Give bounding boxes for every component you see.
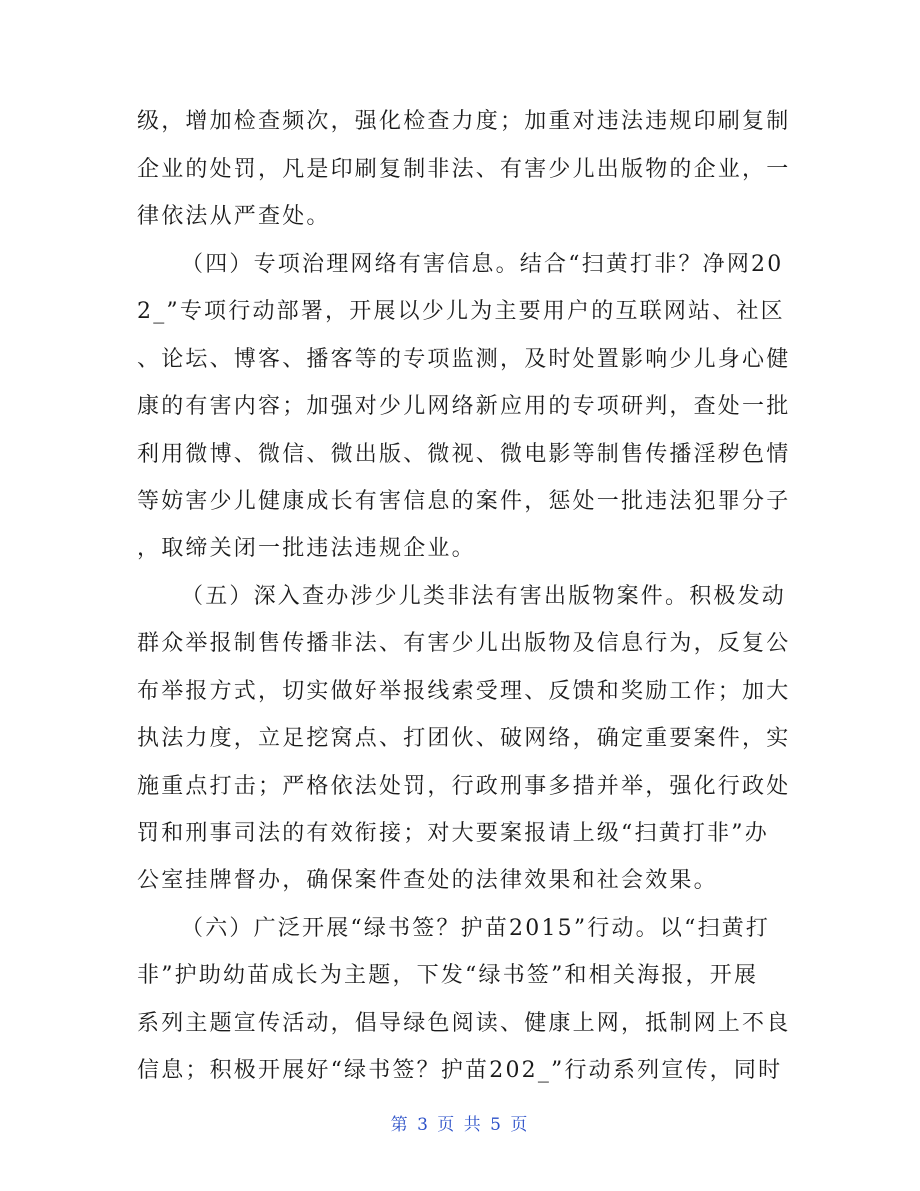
text-line: （六）广泛开展“绿书签？护苗2015”行动。以“扫黄打	[181, 916, 771, 941]
text-line: 执法力度，立足挖窝点、打团伙、破网络，确定重要案件，实	[137, 726, 791, 751]
text-line: 公室挂牌督办，确保案件查处的法律效果和社会效果。	[137, 868, 718, 893]
text-line: 信息；积极开展好“绿书签？护苗202_”行动系列宣传，同时	[137, 1058, 783, 1083]
text-line: 布举报方式，切实做好举报线索受理、反馈和奖励工作；加大	[137, 679, 791, 704]
text-line: 群众举报制售传播非法、有害少儿出版物及信息行为，反复公	[137, 631, 791, 656]
text-line: 律依法从严查处。	[137, 204, 331, 229]
text-line: 企业的处罚，凡是印刷复制非法、有害少儿出版物的企业，一	[137, 157, 791, 182]
text-line: 系列主题宣传活动，倡导绿色阅读、健康上网，抵制网上不良	[137, 1011, 791, 1036]
text-line: 、论坛、博客、播客等的专项监测，及时处置影响少儿身心健	[137, 347, 791, 372]
text-line: 施重点打击；严格依法处罚，行政刑事多措并举，强化行政处	[137, 774, 791, 799]
text-line: 非”护助幼苗成长为主题，下发“绿书签”和相关海报，开展	[137, 963, 759, 988]
text-line: 级，增加检查频次，强化检查力度；加重对违法违规印刷复制	[137, 109, 791, 134]
text-line: 利用微博、微信、微出版、微视、微电影等制售传播淫秽色情	[137, 442, 791, 467]
text-line: ，取缔关闭一批违法违规企业。	[137, 536, 476, 561]
text-line: 等妨害少儿健康成长有害信息的案件，惩处一批违法犯罪分子	[137, 489, 791, 514]
text-line: （四）专项治理网络有害信息。结合“扫黄打非？净网20	[181, 252, 784, 277]
page-number-footer: 第 3 页 共 5 页	[390, 1115, 530, 1135]
text-line: （五）深入查办涉少儿类非法有害出版物案件。积极发动	[181, 584, 787, 609]
text-line: 2_”专项行动部署，开展以少儿为主要用户的互联网站、社区	[137, 299, 785, 324]
text-line: 罚和刑事司法的有效衔接；对大要案报请上级“扫黄打非”办	[137, 821, 769, 846]
text-line: 康的有害内容；加强对少儿网络新应用的专项研判，查处一批	[137, 394, 791, 419]
